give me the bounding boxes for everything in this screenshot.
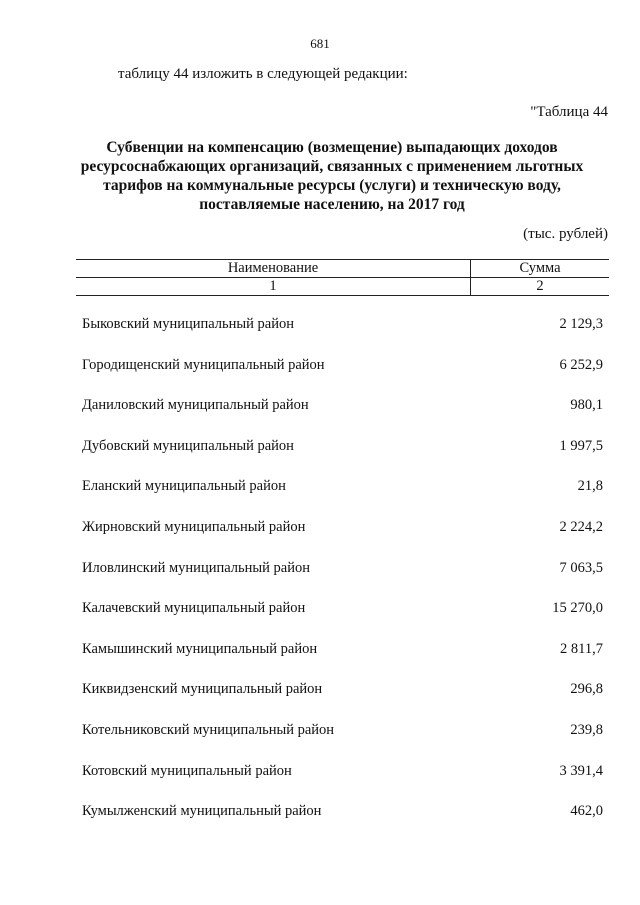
table-row xyxy=(82,395,603,436)
table-body xyxy=(82,314,603,842)
region-amount: 21,8 xyxy=(577,478,603,495)
region-name: Дубовский муниципальный район xyxy=(82,437,294,454)
region-name: Быковский муниципальный район xyxy=(82,316,294,332)
intro-text: таблицу 44 изложить в следующей редакции: xyxy=(118,66,408,82)
region-name: Даниловский муниципальный район xyxy=(82,397,309,414)
document-title xyxy=(60,138,604,214)
table-row xyxy=(82,558,603,599)
header-row-names xyxy=(76,259,609,278)
title-line: Субвенции на компенсацию (возмещение) выпадающих доходов xyxy=(106,139,558,156)
region-amount: 239,8 xyxy=(570,721,603,738)
table-row xyxy=(82,355,603,396)
title-line: ресурсоснабжающих организаций, связанных с применением льготных xyxy=(80,158,584,175)
region-amount: 1 997,5 xyxy=(559,437,603,454)
region-name: Еланский муниципальный район xyxy=(82,478,286,495)
table-row xyxy=(82,598,603,639)
table-row xyxy=(82,679,603,720)
region-amount: 462,0 xyxy=(570,803,603,820)
header-row-numbers xyxy=(76,278,609,296)
table-row xyxy=(82,801,603,842)
region-name: Городищенский муниципальный район xyxy=(82,356,325,373)
region-amount: 2 811,7 xyxy=(560,640,603,657)
region-amount: 296,8 xyxy=(570,681,603,698)
column-number-sum: 2 xyxy=(536,278,544,294)
title-line: поставляемые населению, на 2017 год xyxy=(199,196,465,213)
region-name: Киквидзенский муниципальный район xyxy=(82,681,323,698)
region-name: Калачевский муниципальный район xyxy=(82,600,306,617)
column-header-name: Наименование xyxy=(76,260,471,277)
column-header-sum: Сумма xyxy=(519,260,561,276)
region-name: Камышинский муниципальный район xyxy=(82,640,318,657)
region-name: Жирновский муниципальный район xyxy=(82,518,306,535)
table-row xyxy=(82,761,603,802)
region-amount: 6 252,9 xyxy=(559,356,603,373)
region-amount: 2 129,3 xyxy=(559,316,603,332)
region-amount: 2 224,2 xyxy=(559,518,603,535)
region-amount: 7 063,5 xyxy=(559,559,603,576)
region-name: Котельниковский муниципальный район xyxy=(82,721,335,738)
table-header xyxy=(76,259,609,296)
table-row xyxy=(82,476,603,517)
page-number: 681 xyxy=(310,36,330,51)
region-name: Иловлинский муниципальный район xyxy=(82,559,310,576)
region-amount: 980,1 xyxy=(570,397,603,414)
table-caption: "Таблица 44 xyxy=(530,104,608,120)
units-label: (тыс. рублей) xyxy=(523,226,608,242)
title-line: тарифов на коммунальные ресурсы (услуги) и техническую воду, xyxy=(103,177,561,194)
table-row xyxy=(82,720,603,761)
region-amount: 15 270,0 xyxy=(552,600,603,617)
column-number-name: 1 xyxy=(76,278,471,295)
table-row xyxy=(82,517,603,558)
table-row xyxy=(82,436,603,477)
region-name: Котовский муниципальный район xyxy=(82,762,292,779)
region-amount: 3 391,4 xyxy=(559,762,603,779)
region-name: Кумылженский муниципальный район xyxy=(82,803,322,820)
table-row xyxy=(82,639,603,680)
table-row xyxy=(82,314,603,355)
